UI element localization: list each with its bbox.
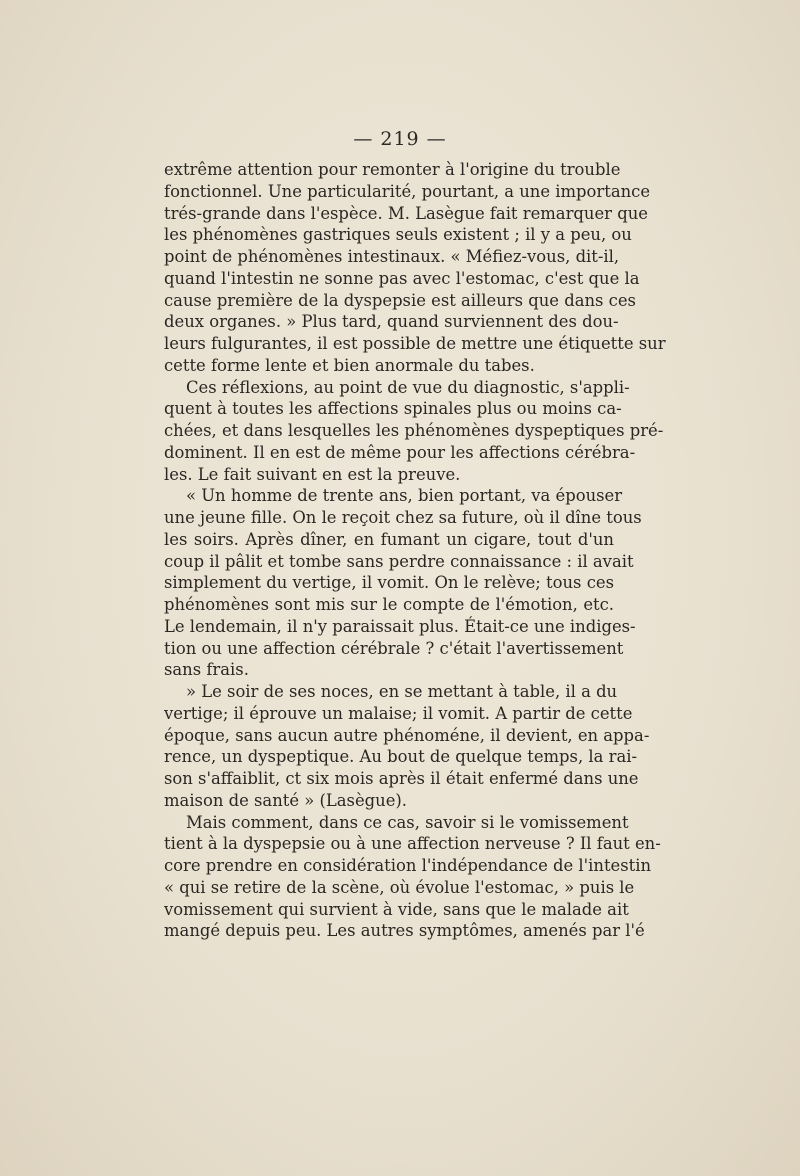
text-line: fonctionnel. Une particularité, pourtant, a une importance: [164, 181, 651, 201]
text-line: tion ou une affection cérébrale ? c'était l'avertissement: [164, 638, 624, 658]
text-line: trés-grande dans l'espèce. M. Lasègue fait remarquer que: [164, 203, 648, 223]
text-line: époque, sans aucun autre phénoméne, il devient, en appa-: [164, 725, 650, 745]
text-line: cause première de la dyspepsie est ailleurs que dans ces: [164, 290, 636, 310]
text-line: les soirs. Après dîner, en fumant un cigare, tout d'un: [164, 529, 614, 549]
text-line: Mais comment, dans ce cas, savoir si le vomissement: [186, 812, 629, 832]
body-text: [164, 159, 666, 942]
text-line: extrême attention pour remonter à l'origine du trouble: [164, 160, 621, 179]
text-line: coup il pâlit et tombe sans perdre connaissance : il avait: [164, 551, 634, 571]
text-line: son s'affaiblit, ct six mois après il était enfermé dans une: [164, 769, 639, 788]
text-line: chées, et dans lesquelles les phénomènes dyspeptiques pré-: [164, 421, 664, 440]
text-line: phénomènes sont mis sur le compte de l'émotion, etc.: [164, 595, 614, 614]
text-line: Ces réflexions, au point de vue du diagnostic, s'appli-: [186, 377, 630, 397]
text-line: les. Le fait suivant en est la preuve.: [164, 464, 461, 484]
text-line: vertige; il éprouve un malaise; il vomit. A partir de cette: [164, 703, 633, 723]
text-line: mangé depuis peu. Les autres symptômes, amenés par l'é: [164, 921, 645, 941]
text-line: dominent. Il en est de même pour les affections cérébra-: [164, 442, 636, 462]
text-line: les phénomènes gastriques seuls existent ; il y a peu, ou: [164, 225, 632, 245]
text-line: » Le soir de ses noces, en se mettant à table, il a du: [186, 682, 618, 701]
text-line: quand l'intestin ne sonne pas avec l'estomac, c'est que la: [164, 268, 640, 288]
page-number: — 219 —: [353, 128, 447, 150]
text-line: tient à la dyspepsie ou à une affection nerveuse ? Il faut en-: [164, 834, 661, 854]
text-line: « qui se retire de la scène, où évolue l'estomac, » puis le: [164, 877, 635, 897]
text-line: Le lendemain, il n'y paraissait plus. Était-ce une indiges-: [164, 616, 636, 636]
text-line: simplement du vertige, il vomit. On le relève; tous ces: [164, 573, 614, 593]
text-line: point de phénomènes intestinaux. « Méfiez-vous, dit-il,: [164, 247, 620, 266]
text-line: « Un homme de trente ans, bien portant, va épouser: [186, 486, 623, 506]
text-line: deux organes. » Plus tard, quand surviennent des dou-: [164, 312, 619, 332]
text-line: vomissement qui survient à vide, sans que le malade ait: [164, 899, 629, 919]
text-line: leurs fulgurantes, il est possible de mettre une étiquette sur: [164, 334, 666, 353]
text-line: une jeune fille. On le reçoit chez sa future, où il dîne tous: [164, 508, 642, 527]
text-line: quent à toutes les affections spinales plus ou moins ca-: [164, 399, 622, 419]
text-line: maison de santé » (Lasègue).: [164, 790, 407, 810]
text-line: cette forme lente et bien anormale du tabes.: [164, 355, 535, 375]
text-line: core prendre en considération l'indépendance de l'intestin: [164, 856, 652, 875]
text-line: sans frais.: [164, 660, 249, 680]
text-line: rence, un dyspeptique. Au bout de quelque temps, la rai-: [164, 747, 637, 767]
